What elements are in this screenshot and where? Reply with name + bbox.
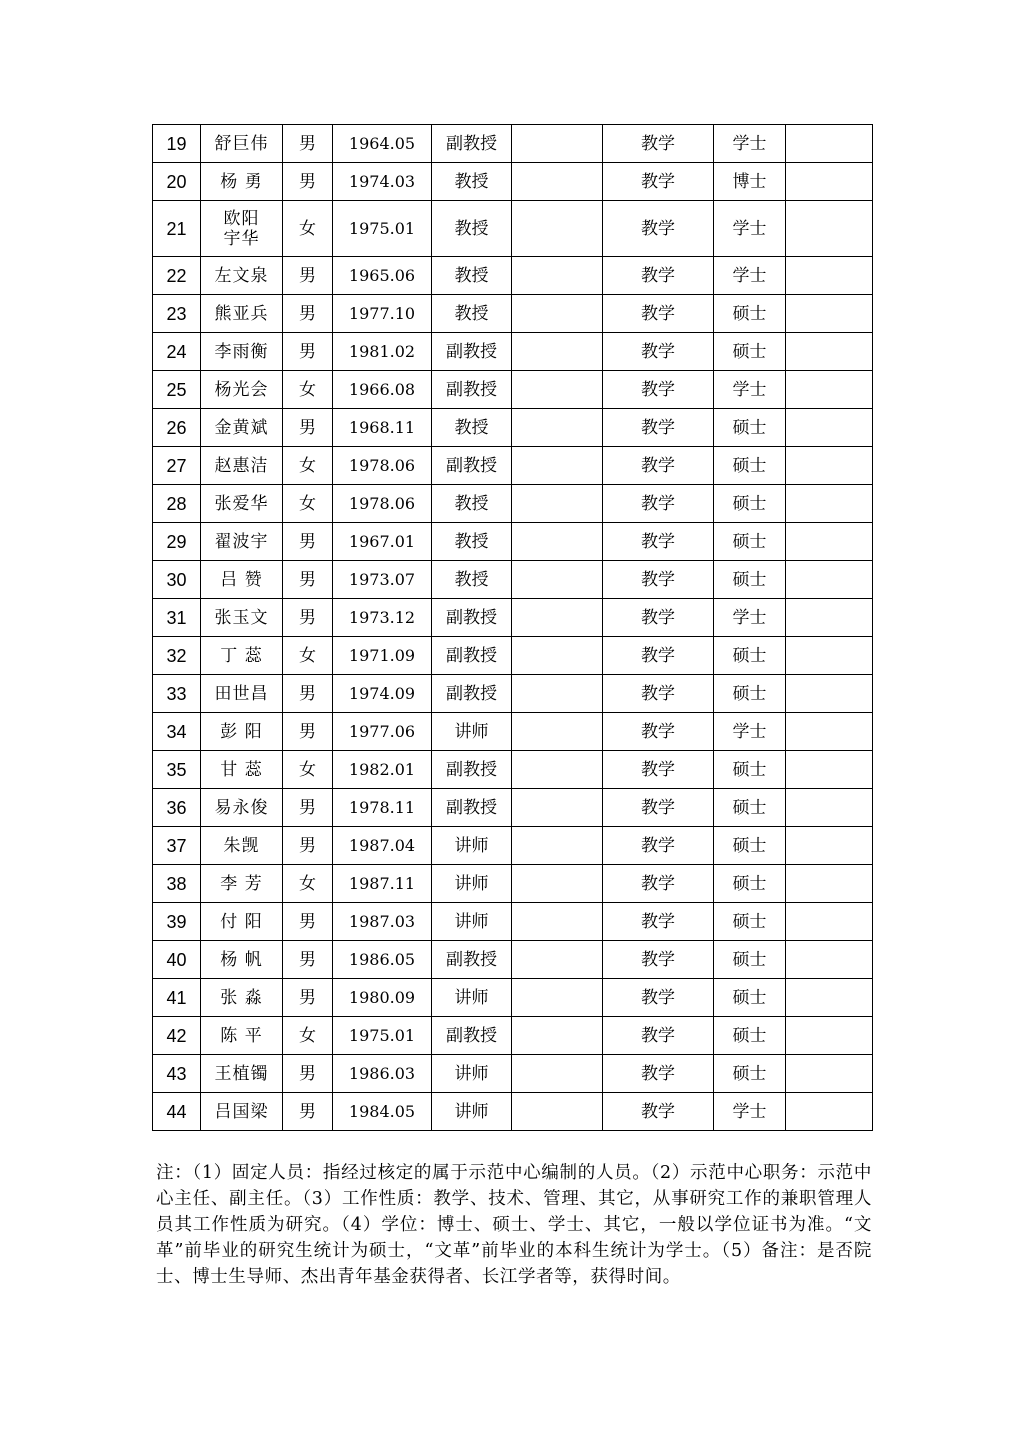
staff-name: 丁 蕊 <box>201 637 283 675</box>
staff-degree: 硕士 <box>714 523 786 561</box>
row-number: 33 <box>153 675 201 713</box>
staff-remark <box>786 333 873 371</box>
staff-birth-date: 1966.08 <box>333 371 432 409</box>
staff-work-type: 教学 <box>603 1093 714 1131</box>
staff-name: 李雨衡 <box>201 333 283 371</box>
staff-center-duty <box>512 333 603 371</box>
staff-name: 易永俊 <box>201 789 283 827</box>
table-row <box>153 333 873 371</box>
table-row <box>153 941 873 979</box>
row-number: 34 <box>153 713 201 751</box>
row-number: 43 <box>153 1055 201 1093</box>
staff-remark <box>786 523 873 561</box>
table-row <box>153 1017 873 1055</box>
row-number: 26 <box>153 409 201 447</box>
staff-remark <box>786 827 873 865</box>
staff-center-duty <box>512 599 603 637</box>
staff-name: 张爱华 <box>201 485 283 523</box>
row-number: 28 <box>153 485 201 523</box>
staff-gender: 男 <box>283 561 333 599</box>
row-number: 36 <box>153 789 201 827</box>
staff-birth-date: 1987.03 <box>333 903 432 941</box>
table-row <box>153 125 873 163</box>
staff-work-type: 教学 <box>603 865 714 903</box>
staff-gender: 女 <box>283 1017 333 1055</box>
staff-gender: 男 <box>283 295 333 333</box>
staff-work-type: 教学 <box>603 903 714 941</box>
staff-degree: 硕士 <box>714 1055 786 1093</box>
staff-birth-date: 1973.12 <box>333 599 432 637</box>
staff-remark <box>786 447 873 485</box>
staff-birth-date: 1977.06 <box>333 713 432 751</box>
staff-gender: 女 <box>283 447 333 485</box>
staff-center-duty <box>512 713 603 751</box>
table-row <box>153 485 873 523</box>
staff-birth-date: 1965.06 <box>333 257 432 295</box>
staff-name: 翟波宇 <box>201 523 283 561</box>
staff-degree: 学士 <box>714 125 786 163</box>
table-row <box>153 751 873 789</box>
staff-title: 讲师 <box>432 713 512 751</box>
staff-name: 王植镯 <box>201 1055 283 1093</box>
staff-degree: 学士 <box>714 201 786 257</box>
staff-birth-date: 1984.05 <box>333 1093 432 1131</box>
staff-birth-date: 1967.01 <box>333 523 432 561</box>
staff-center-duty <box>512 371 603 409</box>
staff-gender: 男 <box>283 675 333 713</box>
staff-birth-date: 1981.02 <box>333 333 432 371</box>
staff-table <box>152 124 873 1131</box>
row-number: 30 <box>153 561 201 599</box>
staff-name: 张玉文 <box>201 599 283 637</box>
staff-remark <box>786 295 873 333</box>
staff-name: 欧阳 宇华 <box>201 201 283 257</box>
staff-work-type: 教学 <box>603 713 714 751</box>
staff-remark <box>786 675 873 713</box>
staff-degree: 学士 <box>714 371 786 409</box>
staff-gender: 男 <box>283 1093 333 1131</box>
staff-name: 杨 勇 <box>201 163 283 201</box>
row-number: 20 <box>153 163 201 201</box>
staff-title: 副教授 <box>432 447 512 485</box>
staff-degree: 学士 <box>714 257 786 295</box>
staff-name: 甘 蕊 <box>201 751 283 789</box>
staff-title: 教授 <box>432 523 512 561</box>
table-row <box>153 163 873 201</box>
staff-title: 讲师 <box>432 1093 512 1131</box>
staff-name: 张 淼 <box>201 979 283 1017</box>
staff-gender: 男 <box>283 163 333 201</box>
staff-work-type: 教学 <box>603 523 714 561</box>
table-row <box>153 713 873 751</box>
staff-name: 陈 平 <box>201 1017 283 1055</box>
staff-gender: 女 <box>283 485 333 523</box>
staff-gender: 男 <box>283 979 333 1017</box>
staff-center-duty <box>512 675 603 713</box>
staff-remark <box>786 599 873 637</box>
staff-name: 左文泉 <box>201 257 283 295</box>
staff-birth-date: 1973.07 <box>333 561 432 599</box>
staff-work-type: 教学 <box>603 827 714 865</box>
staff-title: 副教授 <box>432 675 512 713</box>
staff-name: 吕国梁 <box>201 1093 283 1131</box>
staff-gender: 男 <box>283 599 333 637</box>
table-row <box>153 865 873 903</box>
row-number: 35 <box>153 751 201 789</box>
staff-remark <box>786 1017 873 1055</box>
staff-name: 朱觊 <box>201 827 283 865</box>
staff-degree: 硕士 <box>714 447 786 485</box>
staff-table-body <box>153 125 873 1131</box>
staff-remark <box>786 561 873 599</box>
staff-work-type: 教学 <box>603 163 714 201</box>
row-number: 21 <box>153 201 201 257</box>
staff-gender: 女 <box>283 637 333 675</box>
staff-birth-date: 1987.11 <box>333 865 432 903</box>
staff-title: 讲师 <box>432 903 512 941</box>
staff-center-duty <box>512 1055 603 1093</box>
staff-gender: 男 <box>283 1055 333 1093</box>
staff-remark <box>786 979 873 1017</box>
table-row <box>153 409 873 447</box>
staff-title: 副教授 <box>432 789 512 827</box>
row-number: 44 <box>153 1093 201 1131</box>
staff-name: 舒巨伟 <box>201 125 283 163</box>
staff-center-duty <box>512 523 603 561</box>
staff-title: 副教授 <box>432 599 512 637</box>
staff-center-duty <box>512 485 603 523</box>
staff-remark <box>786 257 873 295</box>
staff-title: 教授 <box>432 163 512 201</box>
table-row <box>153 447 873 485</box>
staff-center-duty <box>512 941 603 979</box>
staff-title: 副教授 <box>432 125 512 163</box>
staff-remark <box>786 485 873 523</box>
staff-name: 金黄斌 <box>201 409 283 447</box>
staff-remark <box>786 1093 873 1131</box>
staff-gender: 男 <box>283 827 333 865</box>
row-number: 42 <box>153 1017 201 1055</box>
staff-center-duty <box>512 1093 603 1131</box>
staff-center-duty <box>512 447 603 485</box>
staff-work-type: 教学 <box>603 485 714 523</box>
row-number: 22 <box>153 257 201 295</box>
staff-birth-date: 1968.11 <box>333 409 432 447</box>
row-number: 41 <box>153 979 201 1017</box>
staff-remark <box>786 789 873 827</box>
staff-title: 副教授 <box>432 751 512 789</box>
staff-gender: 男 <box>283 789 333 827</box>
footnote: 注：（1）固定人员：指经过核定的属于示范中心编制的人员。（2）示范中心职务：示范中心主任、副主任。（3）工作性质：教学、技术、管理、其它，从事研究工作的兼职管理人员其工作性质为研究。（4）学位：博士、硕士、学士、其它，一般以学位证书为准。“文革”前毕业的研究生统计为硕士，“文革”前毕业的本科生统计为学士。（5）备注：是否院士、博士生导师、杰出青年基金获得者、长江学者等，获得时间。 <box>156 1163 872 1287</box>
staff-birth-date: 1978.06 <box>333 485 432 523</box>
staff-remark <box>786 125 873 163</box>
row-number: 24 <box>153 333 201 371</box>
row-number: 40 <box>153 941 201 979</box>
staff-degree: 硕士 <box>714 675 786 713</box>
staff-gender: 男 <box>283 523 333 561</box>
staff-degree: 博士 <box>714 163 786 201</box>
staff-name: 李 芳 <box>201 865 283 903</box>
staff-gender: 男 <box>283 333 333 371</box>
staff-gender: 女 <box>283 751 333 789</box>
staff-remark <box>786 1055 873 1093</box>
staff-gender: 男 <box>283 257 333 295</box>
staff-title: 副教授 <box>432 637 512 675</box>
staff-work-type: 教学 <box>603 789 714 827</box>
row-number: 38 <box>153 865 201 903</box>
staff-name: 吕 赞 <box>201 561 283 599</box>
staff-degree: 硕士 <box>714 865 786 903</box>
staff-degree: 学士 <box>714 599 786 637</box>
staff-degree: 硕士 <box>714 789 786 827</box>
row-number: 37 <box>153 827 201 865</box>
staff-birth-date: 1986.05 <box>333 941 432 979</box>
staff-remark <box>786 163 873 201</box>
staff-gender: 男 <box>283 125 333 163</box>
staff-remark <box>786 751 873 789</box>
staff-work-type: 教学 <box>603 447 714 485</box>
table-row <box>153 979 873 1017</box>
staff-birth-date: 1974.09 <box>333 675 432 713</box>
staff-birth-date: 1977.10 <box>333 295 432 333</box>
table-row <box>153 637 873 675</box>
table-row <box>153 675 873 713</box>
staff-center-duty <box>512 409 603 447</box>
row-number: 39 <box>153 903 201 941</box>
staff-degree: 硕士 <box>714 295 786 333</box>
staff-work-type: 教学 <box>603 979 714 1017</box>
staff-work-type: 教学 <box>603 1055 714 1093</box>
row-number: 27 <box>153 447 201 485</box>
staff-title: 讲师 <box>432 865 512 903</box>
staff-gender: 男 <box>283 941 333 979</box>
staff-degree: 硕士 <box>714 1017 786 1055</box>
staff-degree: 硕士 <box>714 409 786 447</box>
staff-name: 熊亚兵 <box>201 295 283 333</box>
table-row <box>153 201 873 257</box>
row-number: 25 <box>153 371 201 409</box>
table-row <box>153 599 873 637</box>
staff-remark <box>786 865 873 903</box>
staff-degree: 硕士 <box>714 485 786 523</box>
staff-birth-date: 1978.06 <box>333 447 432 485</box>
staff-title: 讲师 <box>432 1055 512 1093</box>
staff-birth-date: 1986.03 <box>333 1055 432 1093</box>
staff-degree: 硕士 <box>714 827 786 865</box>
staff-title: 教授 <box>432 409 512 447</box>
staff-birth-date: 1975.01 <box>333 1017 432 1055</box>
table-row <box>153 827 873 865</box>
staff-work-type: 教学 <box>603 941 714 979</box>
staff-degree: 硕士 <box>714 637 786 675</box>
staff-work-type: 教学 <box>603 125 714 163</box>
table-row <box>153 1093 873 1131</box>
staff-birth-date: 1980.09 <box>333 979 432 1017</box>
staff-title: 教授 <box>432 257 512 295</box>
staff-work-type: 教学 <box>603 637 714 675</box>
table-row <box>153 523 873 561</box>
staff-title: 教授 <box>432 295 512 333</box>
staff-degree: 硕士 <box>714 979 786 1017</box>
staff-center-duty <box>512 827 603 865</box>
staff-name: 赵惠洁 <box>201 447 283 485</box>
staff-gender: 男 <box>283 903 333 941</box>
staff-title: 教授 <box>432 561 512 599</box>
row-number: 23 <box>153 295 201 333</box>
staff-birth-date: 1987.04 <box>333 827 432 865</box>
staff-gender: 男 <box>283 409 333 447</box>
staff-center-duty <box>512 789 603 827</box>
staff-gender: 女 <box>283 865 333 903</box>
staff-degree: 硕士 <box>714 333 786 371</box>
staff-remark <box>786 409 873 447</box>
staff-title: 教授 <box>432 201 512 257</box>
table-row <box>153 789 873 827</box>
staff-work-type: 教学 <box>603 201 714 257</box>
staff-work-type: 教学 <box>603 675 714 713</box>
staff-degree: 硕士 <box>714 903 786 941</box>
staff-birth-date: 1971.09 <box>333 637 432 675</box>
staff-degree: 硕士 <box>714 751 786 789</box>
row-number: 29 <box>153 523 201 561</box>
staff-center-duty <box>512 163 603 201</box>
staff-center-duty <box>512 257 603 295</box>
staff-work-type: 教学 <box>603 561 714 599</box>
staff-center-duty <box>512 561 603 599</box>
staff-remark <box>786 371 873 409</box>
staff-remark <box>786 637 873 675</box>
staff-degree: 学士 <box>714 1093 786 1131</box>
row-number: 19 <box>153 125 201 163</box>
staff-degree: 硕士 <box>714 941 786 979</box>
staff-center-duty <box>512 295 603 333</box>
staff-gender: 女 <box>283 201 333 257</box>
staff-center-duty <box>512 865 603 903</box>
staff-work-type: 教学 <box>603 1017 714 1055</box>
staff-center-duty <box>512 979 603 1017</box>
staff-birth-date: 1978.11 <box>333 789 432 827</box>
staff-name: 彭 阳 <box>201 713 283 751</box>
staff-birth-date: 1975.01 <box>333 201 432 257</box>
staff-work-type: 教学 <box>603 371 714 409</box>
staff-center-duty <box>512 125 603 163</box>
staff-birth-date: 1982.01 <box>333 751 432 789</box>
staff-title: 讲师 <box>432 979 512 1017</box>
staff-gender: 女 <box>283 371 333 409</box>
row-number: 32 <box>153 637 201 675</box>
staff-title: 副教授 <box>432 1017 512 1055</box>
staff-degree: 硕士 <box>714 561 786 599</box>
staff-title: 副教授 <box>432 371 512 409</box>
staff-birth-date: 1974.03 <box>333 163 432 201</box>
staff-work-type: 教学 <box>603 257 714 295</box>
staff-birth-date: 1964.05 <box>333 125 432 163</box>
staff-work-type: 教学 <box>603 599 714 637</box>
staff-remark <box>786 713 873 751</box>
staff-gender: 男 <box>283 713 333 751</box>
staff-remark <box>786 903 873 941</box>
staff-work-type: 教学 <box>603 333 714 371</box>
staff-remark <box>786 941 873 979</box>
staff-name: 杨光会 <box>201 371 283 409</box>
table-row <box>153 371 873 409</box>
staff-center-duty <box>512 201 603 257</box>
staff-center-duty <box>512 751 603 789</box>
staff-center-duty <box>512 1017 603 1055</box>
staff-title: 讲师 <box>432 827 512 865</box>
staff-work-type: 教学 <box>603 409 714 447</box>
staff-title: 副教授 <box>432 941 512 979</box>
staff-title: 副教授 <box>432 333 512 371</box>
table-row <box>153 1055 873 1093</box>
staff-work-type: 教学 <box>603 295 714 333</box>
staff-name: 杨 帆 <box>201 941 283 979</box>
staff-center-duty <box>512 637 603 675</box>
staff-name: 田世昌 <box>201 675 283 713</box>
table-row <box>153 295 873 333</box>
staff-work-type: 教学 <box>603 751 714 789</box>
staff-center-duty <box>512 903 603 941</box>
staff-degree: 学士 <box>714 713 786 751</box>
table-row <box>153 257 873 295</box>
row-number: 31 <box>153 599 201 637</box>
staff-title: 教授 <box>432 485 512 523</box>
table-row <box>153 561 873 599</box>
staff-remark <box>786 201 873 257</box>
table-row <box>153 903 873 941</box>
staff-name: 付 阳 <box>201 903 283 941</box>
